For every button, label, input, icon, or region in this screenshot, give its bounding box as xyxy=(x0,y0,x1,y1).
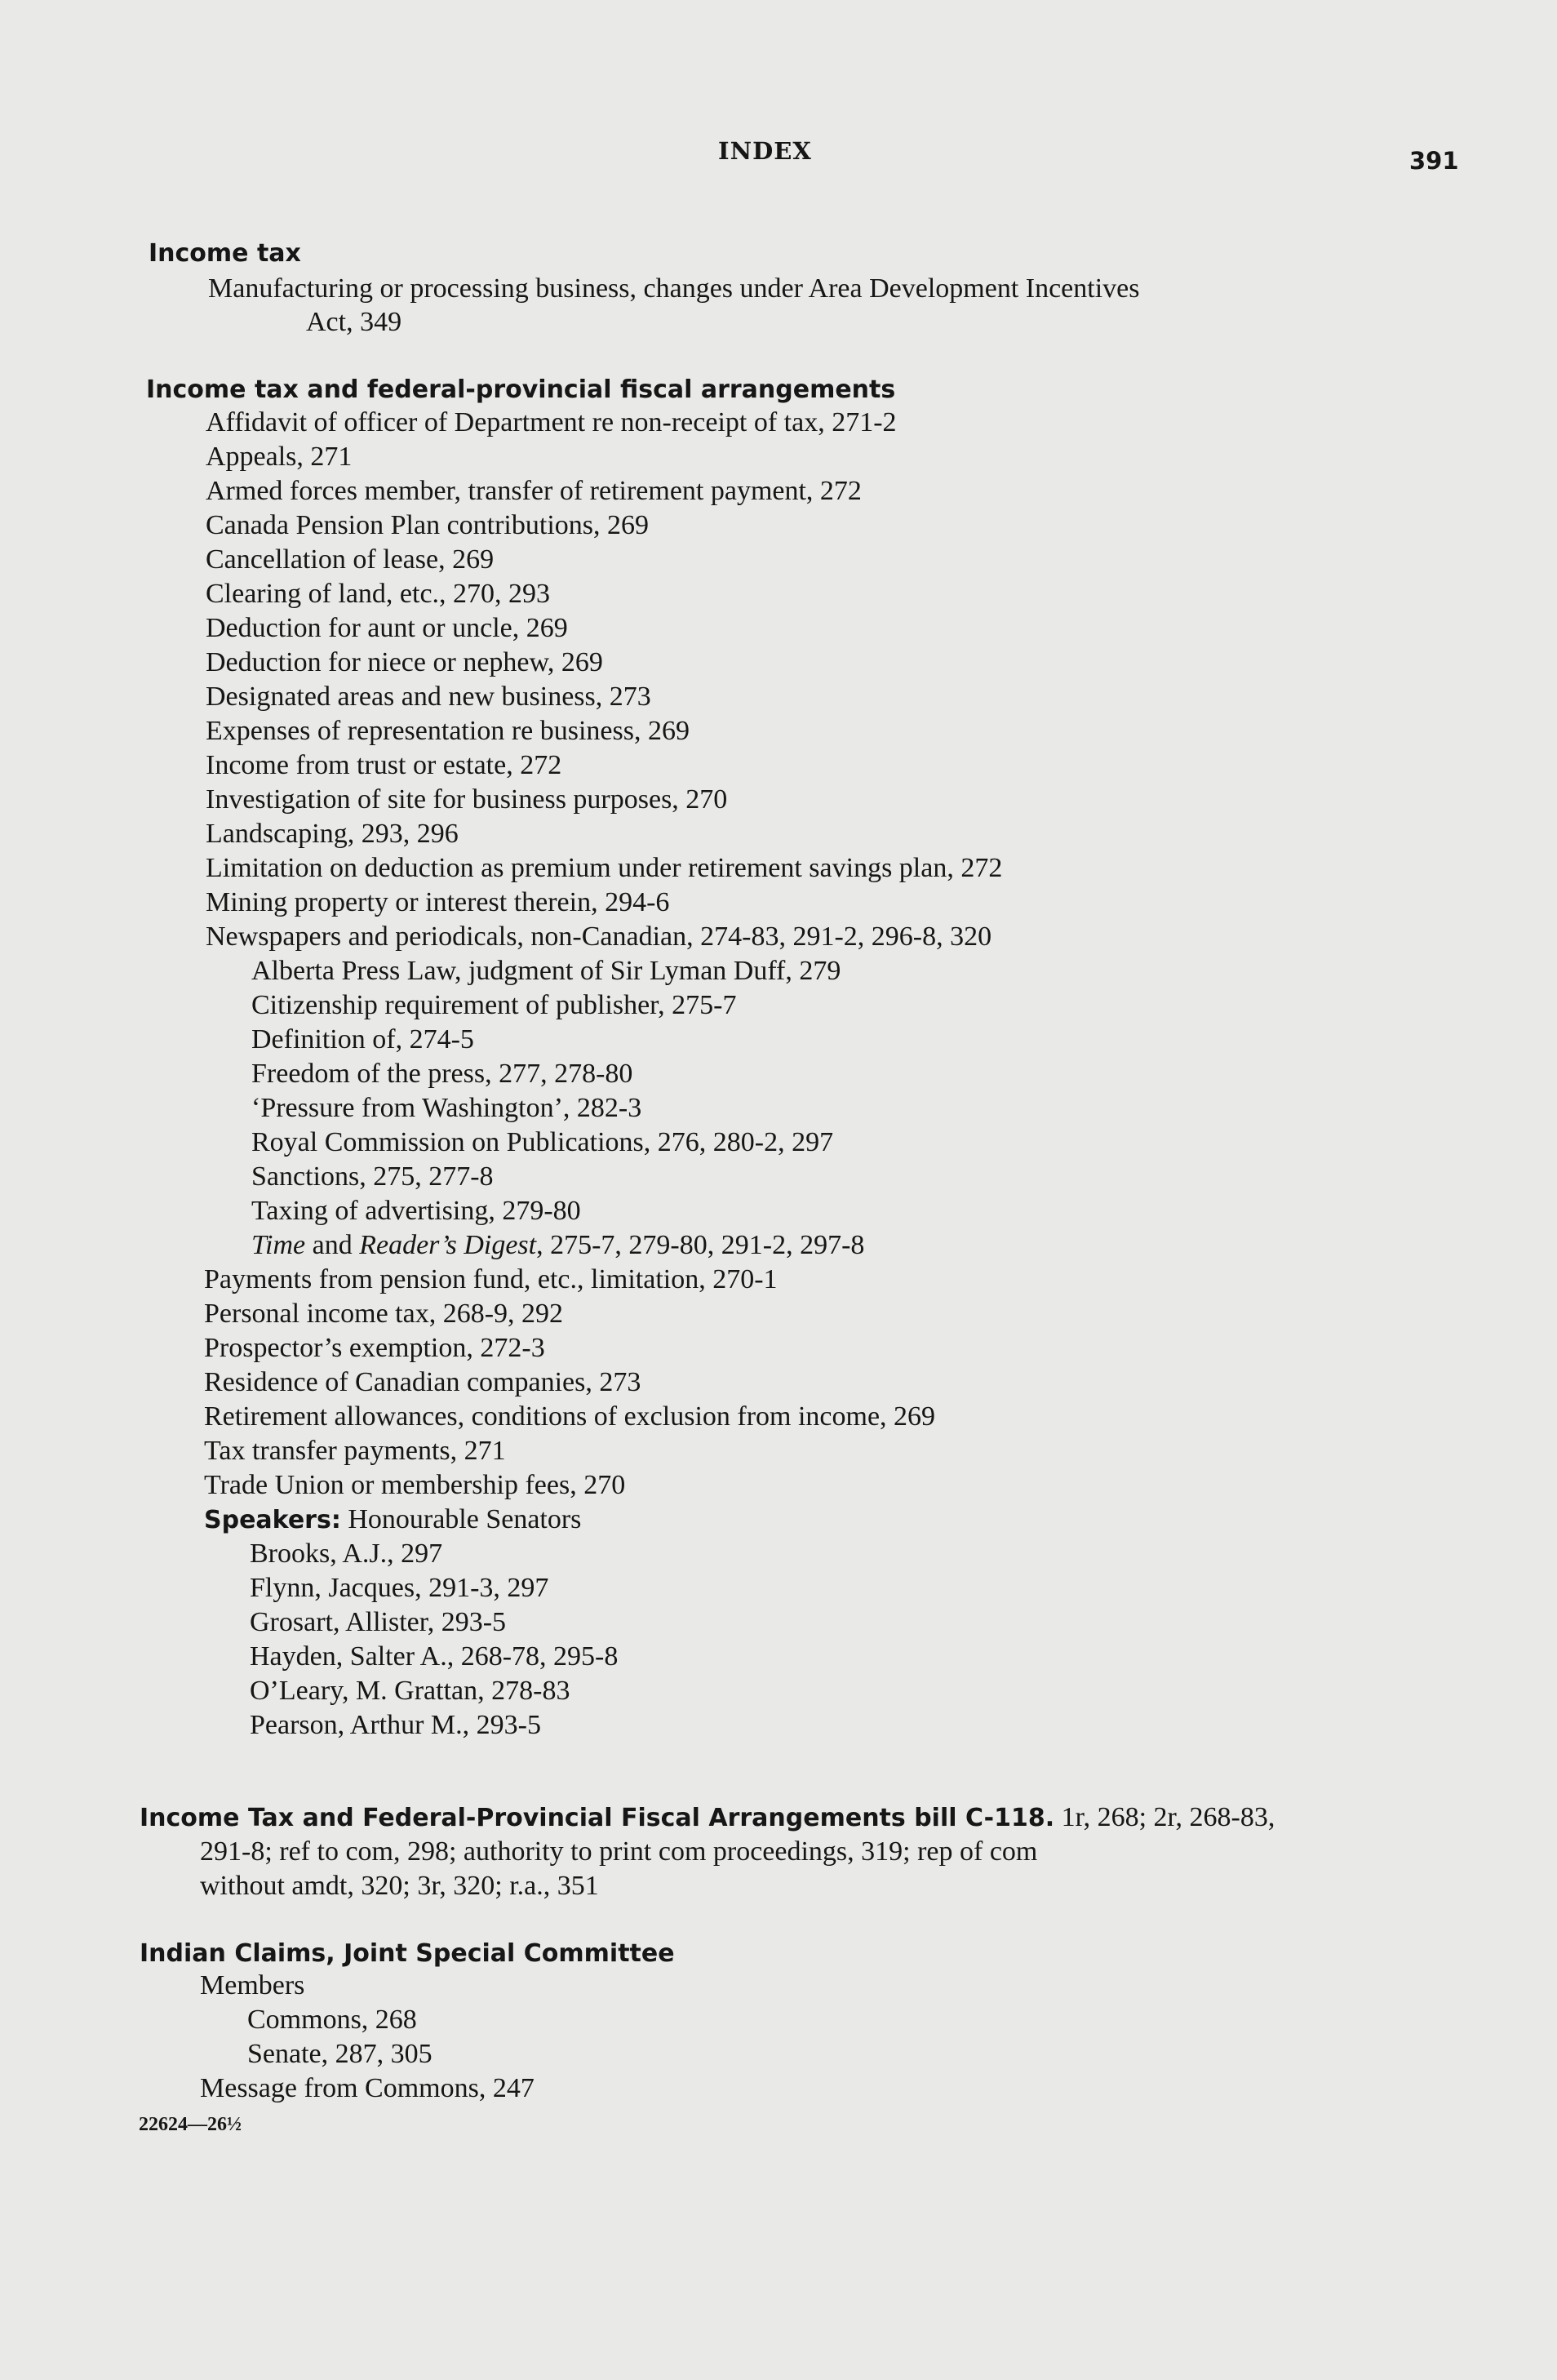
index-entry-continuation: Act, 349 xyxy=(306,307,402,337)
index-entry: Residence of Canadian companies, 273 xyxy=(204,1367,641,1397)
speaker-entry: Flynn, Jacques, 291-3, 297 xyxy=(250,1573,549,1603)
index-subentry: Definition of, 274-5 xyxy=(251,1024,474,1055)
speaker-entry: O’Leary, M. Grattan, 278-83 xyxy=(250,1676,570,1706)
index-entry: Investigation of site for business purposes, 270 xyxy=(206,784,728,815)
index-entry: Limitation on deduction as premium under retirement savings plan, 272 xyxy=(206,853,1003,883)
index-entry: Canada Pension Plan contributions, 269 xyxy=(206,510,650,540)
speaker-entry: Grosart, Allister, 293-5 xyxy=(250,1607,507,1637)
index-subentry: Freedom of the press, 277, 278-80 xyxy=(251,1059,633,1089)
index-entry: Personal income tax, 268-9, 292 xyxy=(204,1299,564,1329)
index-heading-bill-c118: Income Tax and Federal-Provincial Fiscal Arrangements bill C-118. xyxy=(140,1804,1055,1832)
index-subentry: Alberta Press Law, judgment of Sir Lyman Duff, 279 xyxy=(251,956,841,986)
page-number: 391 xyxy=(1409,147,1459,175)
index-subentry: Royal Commission on Publications, 276, 280-2, 297 xyxy=(251,1127,834,1157)
bill-entry-line-2: 291-8; ref to com, 298; authority to print com proceedings, 319; rep of com xyxy=(200,1836,1038,1867)
index-entry: Payments from pension fund, etc., limitation, 270-1 xyxy=(204,1264,778,1294)
text-run: 1r, 268; 2r, 268-83, xyxy=(1054,1802,1275,1832)
index-entry: Appeals, 271 xyxy=(206,442,353,472)
speakers-label: Speakers: xyxy=(204,1506,341,1534)
speakers-line xyxy=(204,1503,581,1538)
index-entry: Trade Union or membership fees, 270 xyxy=(204,1470,626,1500)
index-entry: Expenses of representation re business, 269 xyxy=(206,716,690,746)
index-entry: Clearing of land, etc., 270, 293 xyxy=(206,579,551,609)
index-entry: Income from trust or estate, 272 xyxy=(206,750,562,780)
speaker-entry: Pearson, Arthur M., 293-5 xyxy=(250,1710,541,1740)
index-subentry-time-readers-digest xyxy=(251,1228,864,1263)
bill-entry-line-1 xyxy=(140,1801,1275,1836)
index-entry: Deduction for niece or nephew, 269 xyxy=(206,647,603,677)
bill-entry-line-3: without amdt, 320; 3r, 320; r.a., 351 xyxy=(200,1871,599,1901)
text-run: , 275-7, 279-80, 291-2, 297-8 xyxy=(536,1230,865,1260)
index-heading-income-tax: Income tax xyxy=(149,239,301,268)
index-entry: Designated areas and new business, 273 xyxy=(206,682,651,712)
index-entry: Armed forces member, transfer of retirement payment, 272 xyxy=(206,476,862,506)
italic-title: Time xyxy=(251,1230,306,1260)
index-entry: Message from Commons, 247 xyxy=(200,2073,535,2103)
index-subentry: Commons, 268 xyxy=(247,2005,417,2035)
speakers-intro: Honourable Senators xyxy=(340,1504,582,1534)
index-subentry: Taxing of advertising, 279-80 xyxy=(251,1196,581,1226)
footer-print-code: 22624—26½ xyxy=(139,2114,242,2135)
italic-title: Reader’s Digest xyxy=(359,1230,537,1260)
index-heading-fiscal-arrangements: Income tax and federal-provincial fiscal arrangements xyxy=(146,375,896,404)
index-entry: Members xyxy=(200,1970,305,2000)
index-subentry: Citizenship requirement of publisher, 275-7 xyxy=(251,990,737,1020)
index-heading-indian-claims: Indian Claims, Joint Special Committee xyxy=(140,1939,675,1968)
index-entry: Landscaping, 293, 296 xyxy=(206,819,459,849)
speaker-entry: Brooks, A.J., 297 xyxy=(250,1539,443,1569)
index-entry: Tax transfer payments, 271 xyxy=(204,1436,506,1466)
running-title: INDEX xyxy=(718,137,812,165)
index-subentry: ‘Pressure from Washington’, 282-3 xyxy=(251,1093,642,1123)
index-entry: Prospector’s exemption, 272-3 xyxy=(204,1333,545,1363)
index-entry: Cancellation of lease, 269 xyxy=(206,544,495,575)
index-subentry: Senate, 287, 305 xyxy=(247,2039,432,2069)
index-entry: Mining property or interest therein, 294-6 xyxy=(206,887,670,917)
speaker-entry: Hayden, Salter A., 268-78, 295-8 xyxy=(250,1641,619,1672)
index-entry: Retirement allowances, conditions of exclusion from income, 269 xyxy=(204,1401,936,1432)
index-entry: Deduction for aunt or uncle, 269 xyxy=(206,613,568,643)
index-entry: Manufacturing or processing business, changes under Area Development Incentives xyxy=(208,273,1140,304)
index-entry: Newspapers and periodicals, non-Canadian, 274-83, 291-2, 296-8, 320 xyxy=(206,921,992,952)
index-subentry: Sanctions, 275, 277-8 xyxy=(251,1161,494,1192)
text-run: and xyxy=(305,1230,360,1260)
index-entry: Affidavit of officer of Department re non-receipt of tax, 271-2 xyxy=(206,407,897,437)
